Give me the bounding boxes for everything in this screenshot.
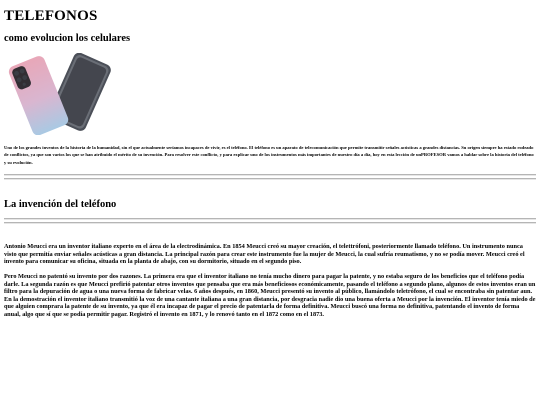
divider [4,174,536,176]
page-title: TELEFONOS [4,8,98,24]
smartphones-image [4,53,116,135]
divider [4,178,536,180]
divider [4,222,536,224]
intro-paragraph: Uno de los grandes inventos de la historia de la humanidad, sin el que actualmente seríamos incapaces de vivir, es el teléfono. El teléfono es un aparato de telecomunicación que permite transmitir señales acústicas a grandes distancias. Su origen siempre ha estado rodeado de conflictos, ya que son varios los que se han atribuido el mérito de su invención. Para resolver este conflicto, y para explicar uno de los instrumentos más importantes de nuestro día a día, hoy en esta lección de unPROFESOR vamos a hablar sobre la historia del teléfono y su evolución. [4,145,534,165]
page-subtitle: como evolucion los celulares [4,33,131,44]
section-paragraph: Pero Meucci no patentó su invento por dos razones. La primera era que el inventor italiano no tenía mucho dinero para pagar la patente, y no estaba seguro de los beneficios que el teléfono podía darle. La segunda razón es que Meucci prefirió patentar otros inventos que pensaba que era más beneficiosos económicamente, pasando el teléfono a segundo plano, algunos de estos inventos eran un filtro para la depuración de agua o una nueva forma de fabricar velas. 6 años después, en 1860, Meucci presentó su invento al público, llamándolo teletrófono, el cual se encontraba sin patentar aun. En la demostración el inventor italiano transmitió la voz de una cantante italiana a una gran distancia, por desgracia nadie dio una buena oferta a Meucci por la invención. El inventor tenía miedo de que alguien comprara la patente de su invento, ya que él era incapaz de pagar el precio de patentarla de forma definitiva. Meucci buscó una forma no definitiva, patentando el invento de forma anual, algo que sí que se podía permitir pagar. Registró el invento en 1871, y lo renovó tanto en el 1872 como en el 1873. [4,273,536,318]
section-paragraph: Antonio Meucci era un inventor italiano experto en el área de la electrodinámica. En 1854 Meucci creó su mayor creación, el telettrófoni, posteriormente llamado teléfono. Un instrumento nunca visto que permitía enviar señales acústicas a gran distancia. La principal razón para crear este instrumento fue la mujer de Meucci, la cual sufría reumatismo, y no se podía mover. Meucci creó el invento para comunicar su oficina, situada en la planta de abajo, con su dormitorio, situado en el segundo piso. [4,243,525,266]
section-title: La invención del teléfono [4,199,117,210]
divider [4,218,536,220]
